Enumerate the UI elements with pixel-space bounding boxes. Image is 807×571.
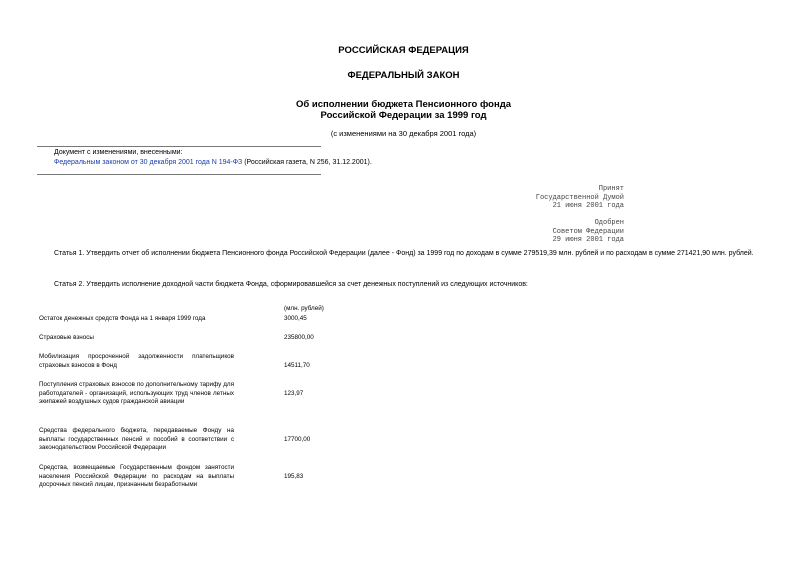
article-2: Статья 2. Утвердить исполнение доходной части бюджета Фонда, сформировавшейся за счет денежных поступлений из следующих источников: — [54, 281, 528, 288]
law-title-line1: Об исполнении бюджета Пенсионного фонда — [295, 99, 512, 110]
amending-law-link[interactable]: Федеральным законом от 30 декабря 2001 года N 194-ФЗ — [54, 159, 243, 166]
approved-by: Советом Федерации — [552, 227, 624, 236]
approval-block — [536, 185, 624, 245]
approved-label: Одобрен — [594, 219, 624, 227]
amendments-note: (с изменениями на 30 декабря 2001 года) — [330, 129, 477, 138]
law-type-heading: ФЕДЕРАЛЬНЫЙ ЗАКОН — [347, 70, 460, 81]
amending-law-source: (Российская газета, N 256, 31.12.2001). — [242, 159, 372, 166]
approved-date: 29 июня 2001 года — [552, 236, 624, 244]
accepted-date: 21 июня 2001 года — [552, 202, 624, 210]
law-title-line2: Российской Федерации за 1999 год — [320, 110, 487, 121]
bottom-divider — [37, 174, 321, 175]
doc-changes-caption: Документ с изменениями, внесенными: — [54, 149, 183, 156]
table-unit: (млн. рублей) — [284, 305, 324, 312]
country-heading: РОССИЙСКАЯ ФЕДЕРАЦИЯ — [338, 45, 469, 56]
accepted-by: Государственной Думой — [535, 193, 624, 202]
article-1: Статья 1. Утвердить отчет об исполнении бюджета Пенсионного фонда Российской Федерации (далее - Фонд) за 1999 год по доходам в сумме 279519,39 млн. рублей и по расходам в сумме 271421,90 млн. рублей. — [54, 250, 754, 257]
doc-changes-line — [54, 158, 372, 169]
top-divider — [37, 146, 321, 147]
accepted-label: Принят — [598, 185, 624, 193]
